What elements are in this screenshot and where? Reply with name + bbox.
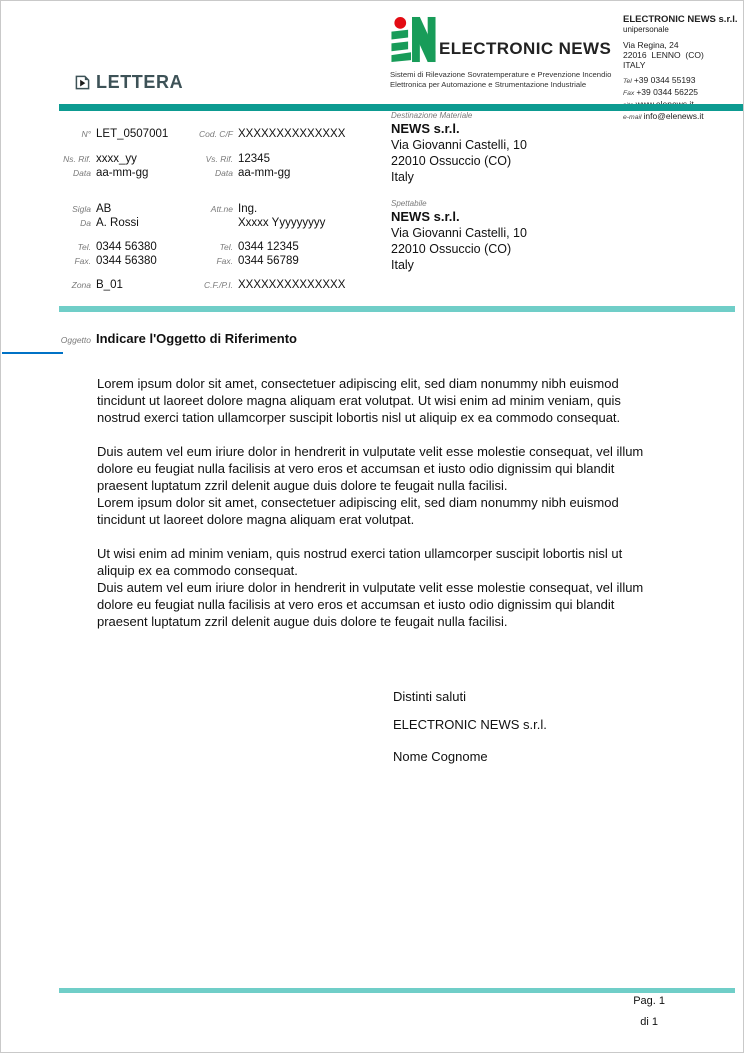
tel-value: +39 0344 55193 bbox=[633, 75, 696, 85]
spettabile-block bbox=[391, 199, 641, 273]
closing-company: ELECTRONIC NEWS s.r.l. bbox=[393, 717, 547, 732]
destination-label: Destinazione Materiale bbox=[391, 111, 473, 120]
field-value: 0344 12345 bbox=[238, 241, 299, 253]
field-value: Ing. bbox=[238, 203, 258, 215]
tel-label: Tel bbox=[623, 78, 632, 85]
closing-salutation: Distinti saluti bbox=[393, 689, 466, 704]
field-value: 12345 bbox=[238, 153, 270, 165]
company-address2: 22016 LENNO (CO) bbox=[623, 50, 704, 60]
destination-address2: 22010 Ossuccio (CO) bbox=[391, 154, 512, 168]
body-block bbox=[97, 545, 649, 630]
fax-value: +39 0344 56225 bbox=[636, 87, 699, 97]
field-row-tel bbox=[59, 241, 299, 253]
header-rule-bar bbox=[59, 104, 744, 111]
page-number-current: Pag. 1 bbox=[633, 995, 665, 1007]
field-label: Da bbox=[80, 218, 91, 228]
footer-rule-bar bbox=[59, 988, 735, 993]
field-value: aa-mm-gg bbox=[238, 167, 291, 179]
company-tel bbox=[623, 75, 741, 87]
fold-mark-line bbox=[2, 352, 63, 354]
field-row-sigla bbox=[59, 203, 257, 215]
subject-text: Indicare l'Oggetto di Riferimento bbox=[96, 331, 297, 346]
field-value: aa-mm-gg bbox=[96, 167, 149, 179]
company-name: ELECTRONIC NEWS s.r.l. bbox=[623, 14, 738, 25]
field-row-date bbox=[59, 167, 290, 179]
closing-signer: Nome Cognome bbox=[393, 749, 488, 764]
field-label: Fax. bbox=[74, 256, 91, 266]
body-paragraph: Duis autem vel eum iriure dolor in hendrerit in vulputate velit esse molestie consequat, vel illum dolore eu feugiat nulla facilisis at vero eros et accumsan et iusto odio dignissim qui blandit praesent luptatum zzril delenit augue duis dolore te feugait nulla facilisi. bbox=[97, 444, 644, 493]
page-title: LETTERA bbox=[96, 72, 184, 92]
field-label: Ns. Rif. bbox=[63, 154, 91, 164]
field-row-riferimenti bbox=[59, 153, 270, 165]
field-row-da bbox=[59, 217, 325, 229]
field-label: Cod. C/F bbox=[198, 129, 233, 139]
field-label: Data bbox=[215, 168, 233, 178]
subject-label: Oggetto bbox=[60, 335, 91, 345]
email-label: e-mail bbox=[623, 114, 642, 121]
field-value: 0344 56789 bbox=[238, 255, 299, 267]
tagline-line1: Sistemi di Rilevazione Sovratemperature e Prevenzione Incendio bbox=[390, 70, 612, 79]
document-title bbox=[75, 72, 183, 93]
field-label: Tel. bbox=[219, 242, 233, 252]
body-paragraph: Lorem ipsum dolor sit amet, consectetuer adipiscing elit, sed diam nonummy nibh euismod tincidunt ut laoreet dolore magna aliquam erat volutpat. bbox=[97, 495, 619, 527]
field-label: Zona bbox=[71, 280, 91, 290]
subject-rule-bar bbox=[59, 306, 735, 312]
spettabile-address3: Italy bbox=[391, 258, 414, 272]
spettabile-label: Spettabile bbox=[391, 199, 427, 208]
page-number-total: di 1 bbox=[640, 1016, 658, 1028]
tagline-line2: Elettronica per Automazione e Strumentazione Industriale bbox=[390, 79, 587, 89]
field-value: B_01 bbox=[96, 279, 123, 291]
field-value: 0344 56380 bbox=[96, 255, 157, 267]
field-label: N° bbox=[81, 129, 91, 139]
field-row-number bbox=[59, 128, 345, 140]
field-label: Data bbox=[73, 168, 91, 178]
letter-body bbox=[97, 375, 649, 647]
spettabile-name: NEWS s.r.l. bbox=[391, 209, 460, 224]
brand-name: ELECTRONIC NEWS bbox=[439, 39, 612, 58]
field-label: Vs. Rif. bbox=[205, 154, 233, 164]
brand-taglines bbox=[390, 70, 611, 89]
field-row-fax bbox=[59, 255, 299, 267]
spettabile-address1: Via Giovanni Castelli, 10 bbox=[391, 226, 527, 240]
field-label: Fax. bbox=[216, 256, 233, 266]
field-value: Xxxxx Yyyyyyyyy bbox=[238, 217, 326, 229]
company-address3: ITALY bbox=[623, 60, 646, 70]
company-subtitle: unipersonale bbox=[623, 25, 669, 34]
destination-address1: Via Giovanni Castelli, 10 bbox=[391, 138, 527, 152]
field-label: C.F./P.I. bbox=[204, 280, 233, 290]
destination-block bbox=[391, 111, 641, 185]
email-value: info@elenews.it bbox=[643, 111, 704, 121]
field-value: AB bbox=[96, 203, 112, 215]
company-address1: Via Regina, 24 bbox=[623, 40, 679, 50]
electronic-news-logo-icon bbox=[390, 16, 436, 63]
field-label: Sigla bbox=[72, 204, 91, 214]
body-paragraph: Ut wisi enim ad minim veniam, quis nostrud exerci tation ullamcorper suscipit lobortis nisl ut aliquip ex ea commodo consequat. bbox=[97, 546, 623, 578]
spettabile-address2: 22010 Ossuccio (CO) bbox=[391, 242, 512, 256]
fax-label: Fax bbox=[623, 90, 635, 97]
page-number bbox=[633, 995, 665, 1029]
field-label: Tel. bbox=[77, 242, 91, 252]
field-value: xxxx_yy bbox=[96, 153, 137, 165]
field-value: A. Rossi bbox=[96, 217, 139, 229]
field-row-zona bbox=[59, 279, 345, 291]
body-paragraph: Lorem ipsum dolor sit amet, consectetuer adipiscing elit, sed diam nonummy nibh euismod tincidunt ut laoreet dolore magna aliquam erat volutpat. Ut wisi enim ad minim veniam, quis nostrud exerci tation ullamcorper suscipit lobortis nisl ut aliquip ex ea commodo consequat. bbox=[97, 376, 621, 425]
destination-address3: Italy bbox=[391, 170, 414, 184]
field-value: XXXXXXXXXXXXXX bbox=[238, 279, 346, 291]
field-value: XXXXXXXXXXXXXX bbox=[238, 128, 346, 140]
field-value: 0344 56380 bbox=[96, 241, 157, 253]
body-block bbox=[97, 443, 649, 528]
body-block bbox=[97, 375, 649, 426]
destination-name: NEWS s.r.l. bbox=[391, 121, 460, 136]
body-paragraph: Duis autem vel eum iriure dolor in hendrerit in vulputate velit esse molestie consequat, vel illum dolore eu feugiat nulla facilisis at vero eros et accumsan et iusto odio dignissim qui blandit praesent luptatum zzril delenit augue duis dolore te feugait nulla facilisi. bbox=[97, 580, 644, 629]
field-value: LET_0507001 bbox=[96, 128, 169, 140]
letter-doc-icon bbox=[75, 75, 90, 90]
company-fax bbox=[623, 87, 741, 99]
field-label: Att.ne bbox=[210, 204, 233, 214]
subject-row bbox=[59, 331, 297, 346]
